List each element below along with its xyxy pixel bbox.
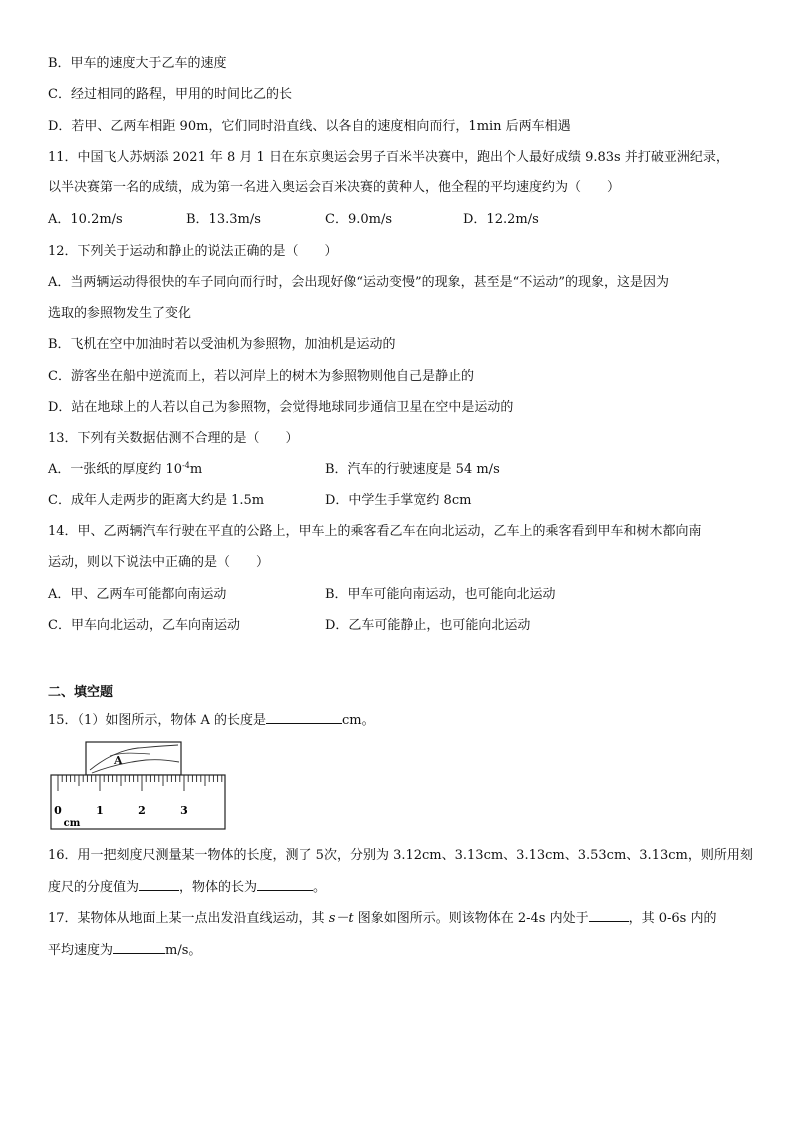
- q11-option-a: A．10.2m/s: [48, 212, 123, 227]
- q11-stem-line1: 11．中国飞人苏炳添 2021 年 8 月 1 日在东京奥运会男子百米半决赛中，跑出个人最好成绩 9.83s 并打破亚洲纪录，: [48, 150, 729, 165]
- q12-stem: 12．下列关于运动和静止的说法正确的是（ ）: [48, 244, 338, 259]
- q13-option-a-unit: m: [189, 462, 203, 477]
- q16-line1: 16．用一把刻度尺测量某一物体的长度，测了 5次，分别为 3.12cm、3.13cm、3.13cm、3.53cm、3.13cm，则所用刻: [48, 848, 753, 863]
- q13-option-a-exponent: -4: [182, 461, 190, 470]
- q16-blank-division[interactable]: [139, 877, 179, 891]
- q10-option-c: C．经过相同的路程，甲用的时间比乙的长: [48, 87, 292, 102]
- q10-option-b: B．甲车的速度大于乙车的速度: [48, 56, 227, 71]
- section-heading: 二、填空题: [48, 685, 114, 700]
- q17-st-symbol: s－t: [328, 911, 354, 926]
- q17-line2-text-a: 平均速度为: [48, 943, 114, 958]
- ruler-tick-label-2: 2: [138, 804, 146, 817]
- q15-answer-blank[interactable]: [266, 710, 342, 724]
- q12-option-b: B．飞机在空中加油时若以受油机为参照物，加油机是运动的: [48, 337, 396, 352]
- q13-option-c: C．成年人走两步的距离大约是 1.5m: [48, 493, 265, 508]
- q15-stem: [48, 710, 375, 730]
- q15-stem-text: 15．（1）如图所示，物体 A 的长度是: [48, 713, 266, 728]
- q16-line2-text-a: 度尺的分度值为: [48, 880, 140, 895]
- q17-blank-speed[interactable]: [113, 940, 165, 954]
- q17-blank-state[interactable]: [589, 908, 629, 922]
- q13-option-b: B．汽车的行驶速度是 54 m/s: [325, 462, 500, 477]
- q16-line2-text-b: ，物体的长为: [179, 880, 258, 895]
- q11-option-c: C．9.0m/s: [325, 212, 392, 227]
- q12-option-a-line2: 选取的参照物发生了变化: [48, 306, 192, 321]
- q11-stem-line2: 以半决赛第一名的成绩，成为第一名进入奥运会百米决赛的黄种人，他全程的平均速度约为（ ）: [48, 180, 621, 195]
- q16-line2: [48, 877, 326, 897]
- q12-option-c: C．游客坐在船中逆流而上，若以河岸上的树木为参照物则他自己是静止的: [48, 369, 474, 384]
- q17-line1: [48, 908, 716, 928]
- q12-option-a-line1: A．当两辆运动得很快的车子同向而行时，会出现好像“运动变慢”的现象，甚至是“不运动”的现象，这是因为: [48, 275, 669, 290]
- ruler-tick-label-1: 1: [96, 804, 104, 817]
- object-a: [86, 742, 181, 775]
- ruler-figure: [50, 740, 230, 832]
- q10-option-d: D．若甲、乙两车相距 90m，它们同时沿直线、以各自的速度相向而行，1min 后两车相遇: [48, 119, 571, 134]
- ruler-tick-label-3: 3: [180, 804, 188, 817]
- q14-option-a: A．甲、乙两车可能都向南运动: [48, 587, 227, 602]
- q13-option-d: D．中学生手掌宽约 8cm: [325, 493, 472, 508]
- q17-line1-text-a: 17．某物体从地面上某一点出发沿直线运动，其: [48, 911, 329, 926]
- q14-stem-line1: 14．甲、乙两辆汽车行驶在平直的公路上，甲车上的乘客看乙车在向北运动，乙车上的乘客看到甲车和树木都向南: [48, 524, 702, 539]
- ruler-unit-label: cm: [63, 818, 81, 829]
- q13-option-a: [48, 461, 202, 479]
- q13-stem: 13．下列有关数据估测不合理的是（ ）: [48, 431, 299, 446]
- q14-stem-line2: 运动，则以下说法中正确的是（ ）: [48, 555, 270, 570]
- ruler-tick-label-0: 0: [54, 804, 62, 817]
- q12-option-d: D．站在地球上的人若以自己为参照物，会觉得地球同步通信卫星在空中是运动的: [48, 400, 514, 415]
- q17-line2: [48, 940, 201, 960]
- q14-option-b: B．甲车可能向南运动，也可能向北运动: [325, 587, 556, 602]
- q16-blank-length[interactable]: [257, 877, 313, 891]
- q17-line1-text-c: ，其 0-6s 内的: [628, 911, 717, 926]
- q17-line1-text-b: 图象如图所示。则该物体在 2-4s 内处于: [353, 911, 589, 926]
- object-a-label: A: [114, 754, 123, 767]
- q13-option-a-text: A．一张纸的厚度约 10: [48, 462, 183, 477]
- q16-line2-text-c: 。: [313, 880, 327, 895]
- q11-option-d: D．12.2m/s: [463, 212, 539, 227]
- q15-stem-unit: cm。: [341, 713, 375, 728]
- q17-line2-text-b: m/s。: [165, 943, 202, 958]
- q14-option-c: C．甲车向北运动，乙车向南运动: [48, 618, 240, 633]
- q14-option-d: D．乙车可能静止，也可能向北运动: [325, 618, 531, 633]
- q11-option-b: B．13.3m/s: [186, 212, 261, 227]
